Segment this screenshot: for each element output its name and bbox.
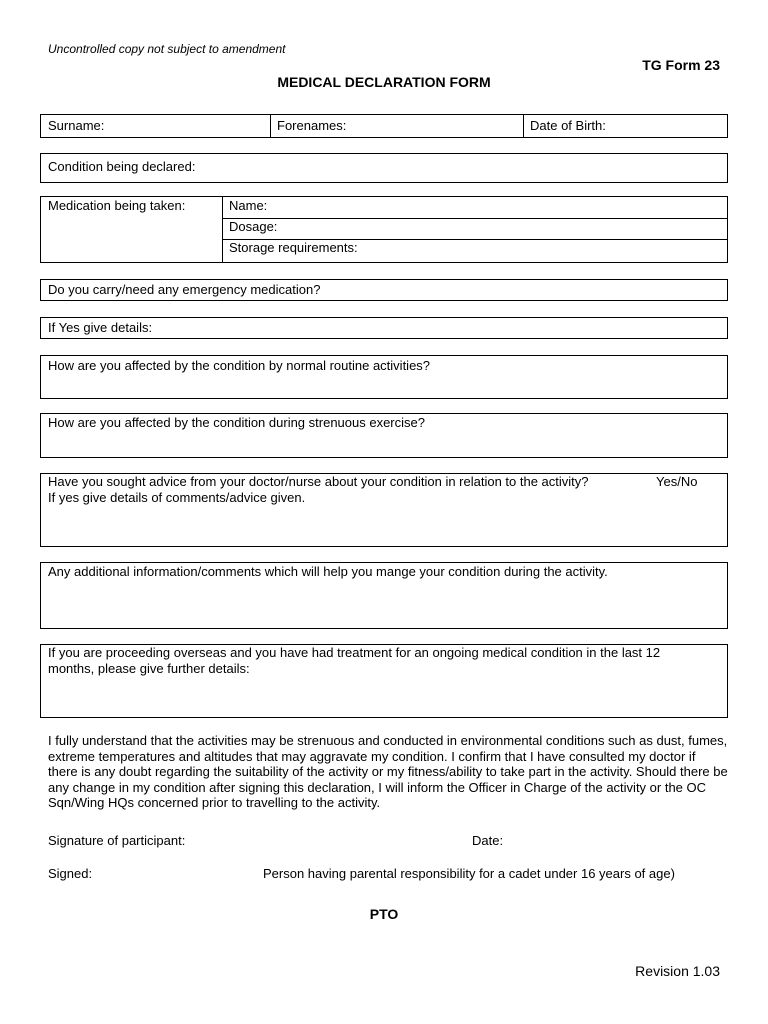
strenuous-exercise-box[interactable] (40, 413, 728, 458)
medication-label: Medication being taken: (48, 198, 186, 213)
form-id: TG Form 23 (642, 57, 720, 73)
forenames-field[interactable]: Forenames: (277, 118, 347, 133)
date-label: Date: (472, 833, 504, 848)
overseas-label-line2: months, please give further details: (48, 661, 250, 676)
signed-label: Signed: (48, 866, 93, 881)
doctor-advice-yes-no[interactable]: Yes/No (656, 474, 698, 489)
name-row (40, 114, 728, 138)
if-yes-details-label: If Yes give details: (48, 320, 153, 335)
parental-responsibility-note: Person having parental responsibility for a cadet under 16 years of age) (263, 866, 675, 881)
uncontrolled-copy-note: Uncontrolled copy not subject to amendment (48, 42, 286, 56)
surname-field[interactable]: Surname: (48, 118, 105, 133)
date-of-birth-field[interactable]: Date of Birth: (530, 118, 606, 133)
medication-box (40, 196, 728, 263)
if-yes-details-box[interactable] (40, 317, 728, 339)
doctor-advice-details-label: If yes give details of comments/advice given. (48, 490, 306, 505)
overseas-label-line1: If you are proceeding overseas and you have had treatment for an ongoing medical condition in the last 12 (48, 645, 661, 660)
divider (222, 218, 728, 219)
revision-label: Revision 1.03 (635, 963, 720, 979)
medication-dosage-field[interactable]: Dosage: (229, 219, 278, 234)
doctor-advice-box[interactable] (40, 473, 728, 547)
overseas-box[interactable] (40, 644, 728, 718)
doctor-advice-question: Have you sought advice from your doctor/nurse about your condition in relation to the activity? (48, 474, 589, 489)
strenuous-exercise-label: How are you affected by the condition during strenuous exercise? (48, 415, 425, 430)
divider (523, 115, 524, 137)
additional-info-label: Any additional information/comments which will help you mange your condition during the activity. (48, 564, 608, 579)
form-title: MEDICAL DECLARATION FORM (277, 74, 491, 90)
divider (222, 197, 223, 262)
emergency-medication-box[interactable] (40, 279, 728, 301)
condition-label: Condition being declared: (48, 159, 196, 174)
additional-info-box[interactable] (40, 562, 728, 629)
medication-name-field[interactable]: Name: (229, 198, 268, 213)
emergency-medication-label: Do you carry/need any emergency medication? (48, 282, 321, 297)
routine-activities-box[interactable] (40, 355, 728, 399)
routine-activities-label: How are you affected by the condition by normal routine activities? (48, 358, 431, 373)
participant-signature-label: Signature of participant: (48, 833, 186, 848)
divider (270, 115, 271, 137)
medication-storage-field[interactable]: Storage requirements: (229, 240, 358, 255)
condition-box[interactable] (40, 153, 728, 183)
declaration-paragraph: I fully understand that the activities may be strenuous and conducted in environmental conditions such as dust, fumes, extreme temperatures and altitudes that may aggravate my condition. I confirm that I have consulted my doctor if there is any doubt regarding the suitability of the activity or my fitness/ability to take part in the activity. Should there be any change in my condition after signing this declaration, I will inform the Officer in Charge of the activity or the OC Sqn/Wing HQs concerned prior to travelling to the activity. (48, 733, 728, 810)
pto-label: PTO (369, 906, 399, 922)
